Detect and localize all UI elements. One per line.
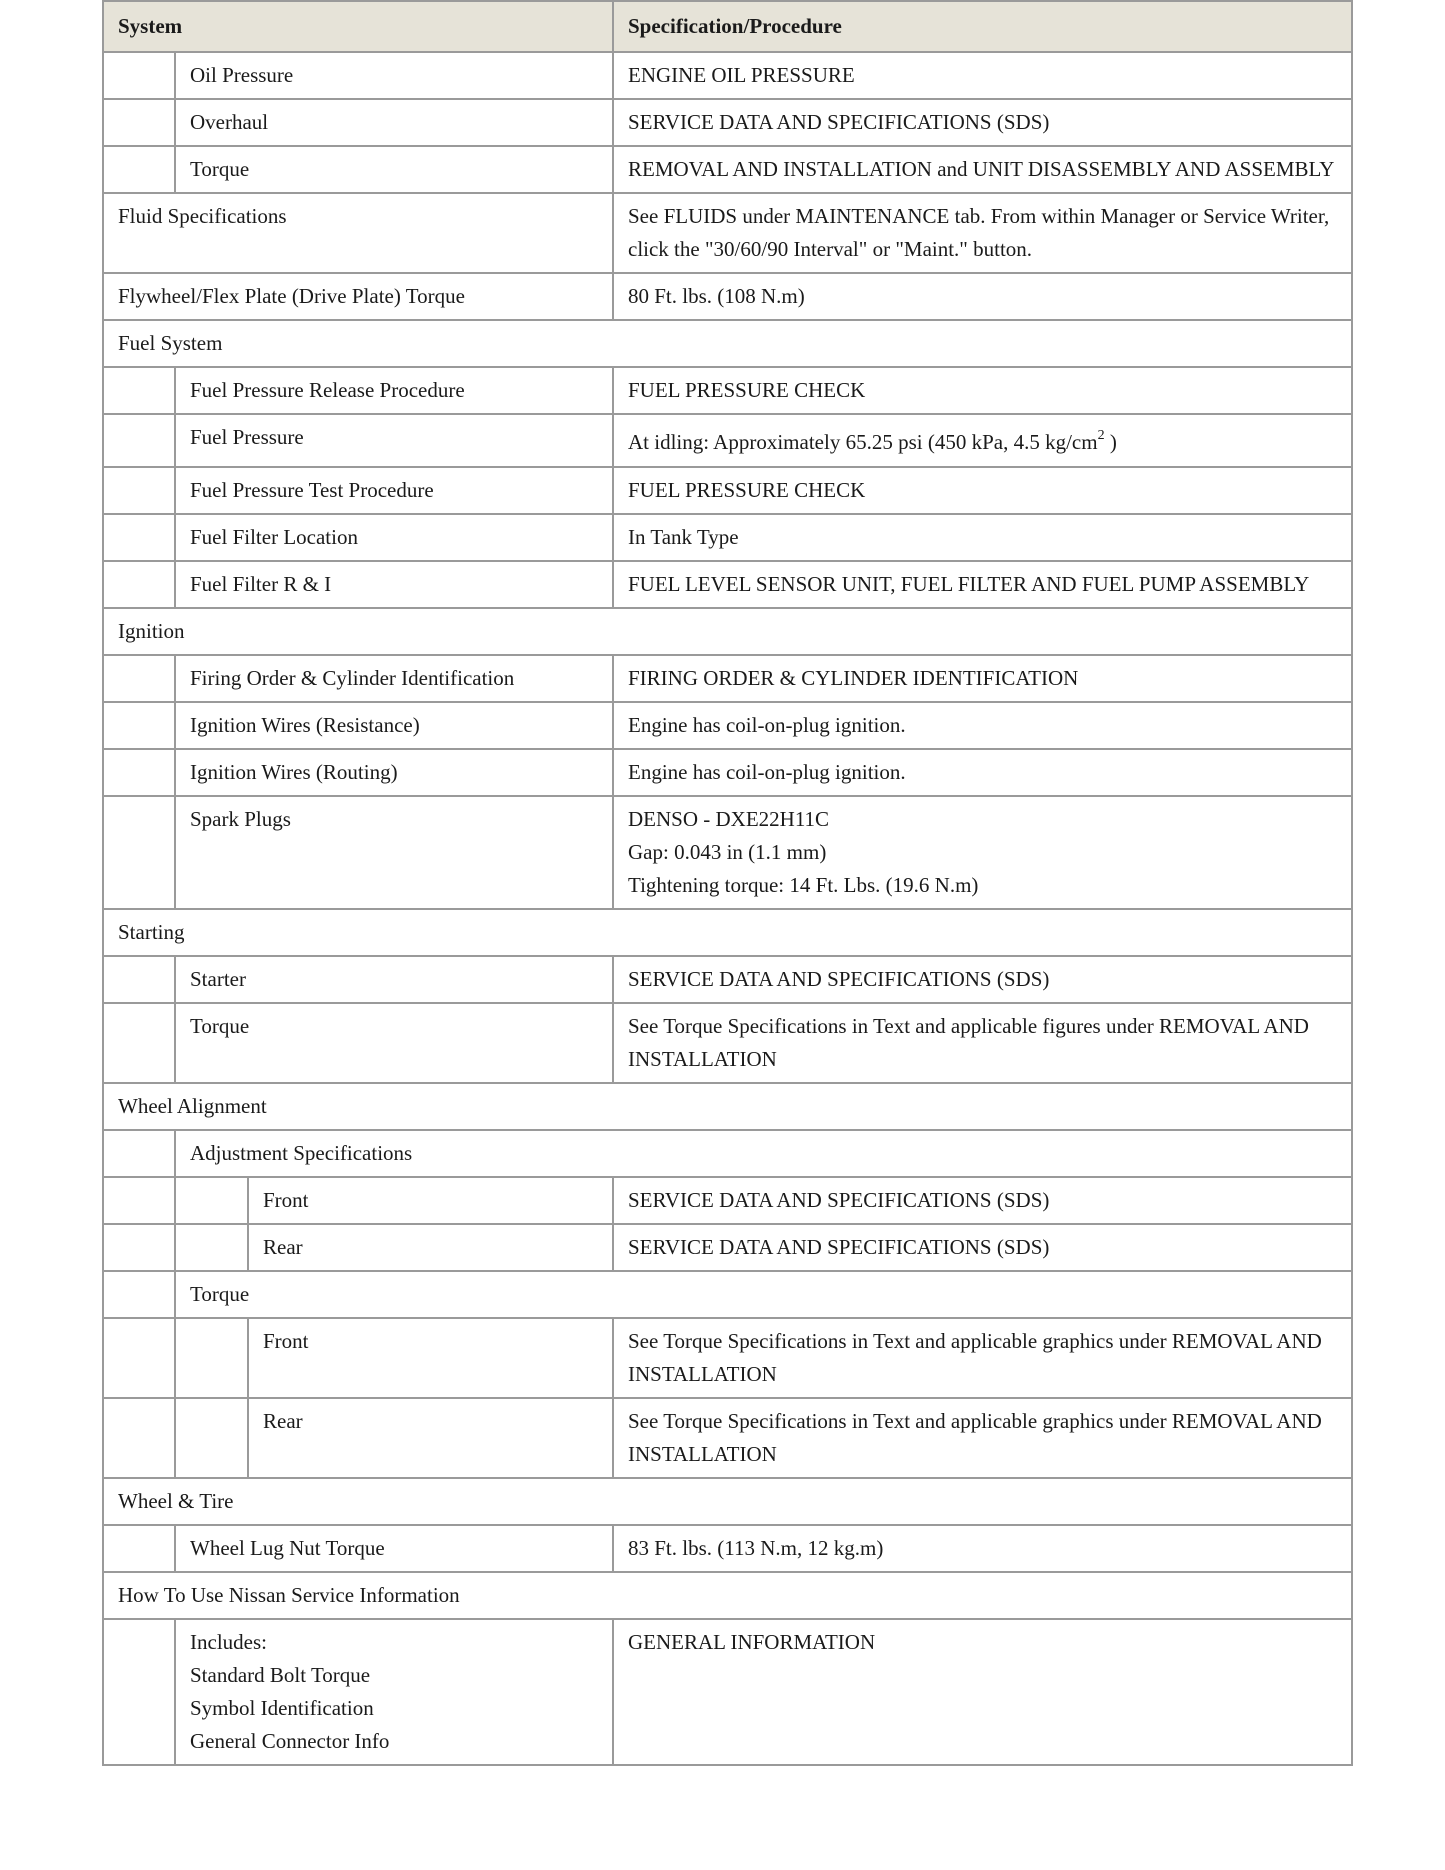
row-label: Fuel Pressure — [175, 414, 613, 467]
includes-heading: Includes: — [190, 1630, 267, 1654]
row-value: See FLUIDS under MAINTENANCE tab. From within Manager or Service Writer, click the "30/60/90 Interval" or "Maint." button. — [613, 193, 1352, 273]
row-label: Overhaul — [175, 99, 613, 146]
section-heading: Ignition — [103, 608, 1352, 655]
row-value: ENGINE OIL PRESSURE — [613, 52, 1352, 99]
table-row — [103, 273, 1352, 320]
section-heading: Fuel System — [103, 320, 1352, 367]
table-row — [103, 1177, 1352, 1224]
section-row — [103, 1083, 1352, 1130]
table-header-row — [103, 1, 1352, 52]
row-label: Firing Order & Cylinder Identification — [175, 655, 613, 702]
subsection-heading: Adjustment Specifications — [175, 1130, 1352, 1177]
row-value — [613, 414, 1352, 467]
section-heading: Starting — [103, 909, 1352, 956]
includes-item: General Connector Info — [190, 1729, 390, 1753]
row-label: Torque — [175, 1003, 613, 1083]
spark-plug-model: DENSO - DXE22H11C — [628, 807, 830, 831]
row-value: 80 Ft. lbs. (108 N.m) — [613, 273, 1352, 320]
table-row — [103, 956, 1352, 1003]
section-heading: Wheel & Tire — [103, 1478, 1352, 1525]
row-value: In Tank Type — [613, 514, 1352, 561]
spark-plug-gap: Gap: 0.043 in (1.1 mm) — [628, 840, 827, 864]
table-row — [103, 1003, 1352, 1083]
superscript: 2 — [1097, 428, 1105, 443]
table-row — [103, 655, 1352, 702]
table-row — [103, 99, 1352, 146]
row-value: REMOVAL AND INSTALLATION and UNIT DISASSEMBLY AND ASSEMBLY — [613, 146, 1352, 193]
row-value: FUEL PRESSURE CHECK — [613, 467, 1352, 514]
fuel-pressure-close: ) — [1104, 430, 1117, 454]
row-label: Fuel Pressure Release Procedure — [175, 367, 613, 414]
row-label: Starter — [175, 956, 613, 1003]
row-label: Fuel Filter Location — [175, 514, 613, 561]
column-header-specification: Specification/Procedure — [613, 1, 1352, 52]
row-label: Fluid Specifications — [103, 193, 613, 273]
table-row — [103, 52, 1352, 99]
specifications-table — [102, 0, 1353, 1766]
column-header-system: System — [103, 1, 613, 52]
row-label: Ignition Wires (Routing) — [175, 749, 613, 796]
table-row — [103, 702, 1352, 749]
table-row — [103, 367, 1352, 414]
row-label: Flywheel/Flex Plate (Drive Plate) Torque — [103, 273, 613, 320]
row-value: FIRING ORDER & CYLINDER IDENTIFICATION — [613, 655, 1352, 702]
row-value — [613, 796, 1352, 909]
section-row — [103, 608, 1352, 655]
includes-item: Symbol Identification — [190, 1696, 374, 1720]
table-row — [103, 749, 1352, 796]
section-heading: Wheel Alignment — [103, 1083, 1352, 1130]
row-value: SERVICE DATA AND SPECIFICATIONS (SDS) — [613, 1224, 1352, 1271]
table-row — [103, 1224, 1352, 1271]
section-heading: How To Use Nissan Service Information — [103, 1572, 1352, 1619]
fuel-pressure-text: At idling: Approximately 65.25 psi (450 kPa, 4.5 kg/cm — [628, 430, 1098, 454]
row-value: SERVICE DATA AND SPECIFICATIONS (SDS) — [613, 1177, 1352, 1224]
table-row — [103, 514, 1352, 561]
row-value: Engine has coil-on-plug ignition. — [613, 749, 1352, 796]
table-row — [103, 414, 1352, 467]
includes-item: Standard Bolt Torque — [190, 1663, 371, 1687]
row-label: Fuel Filter R & I — [175, 561, 613, 608]
table-row — [103, 146, 1352, 193]
row-label: Front — [248, 1318, 613, 1398]
row-value: See Torque Specifications in Text and applicable figures under REMOVAL AND INSTALLATION — [613, 1003, 1352, 1083]
table-row — [103, 561, 1352, 608]
subsection-row — [103, 1130, 1352, 1177]
row-label: Front — [248, 1177, 613, 1224]
row-value: FUEL PRESSURE CHECK — [613, 367, 1352, 414]
table-row — [103, 193, 1352, 273]
table-row — [103, 467, 1352, 514]
table-row — [103, 1398, 1352, 1478]
row-label: Oil Pressure — [175, 52, 613, 99]
row-value: See Torque Specifications in Text and applicable graphics under REMOVAL AND INSTALLATION — [613, 1318, 1352, 1398]
row-label: Rear — [248, 1398, 613, 1478]
row-value: SERVICE DATA AND SPECIFICATIONS (SDS) — [613, 99, 1352, 146]
table-row — [103, 1619, 1352, 1765]
row-value: 83 Ft. lbs. (113 N.m, 12 kg.m) — [613, 1525, 1352, 1572]
row-value: FUEL LEVEL SENSOR UNIT, FUEL FILTER AND FUEL PUMP ASSEMBLY — [613, 561, 1352, 608]
section-row — [103, 1572, 1352, 1619]
row-value: SERVICE DATA AND SPECIFICATIONS (SDS) — [613, 956, 1352, 1003]
row-value: Engine has coil-on-plug ignition. — [613, 702, 1352, 749]
table-row — [103, 796, 1352, 909]
table-row — [103, 1525, 1352, 1572]
row-label — [175, 1619, 613, 1765]
row-label: Fuel Pressure Test Procedure — [175, 467, 613, 514]
section-row — [103, 1478, 1352, 1525]
subsection-row — [103, 1271, 1352, 1318]
row-value: See Torque Specifications in Text and applicable graphics under REMOVAL AND INSTALLATION — [613, 1398, 1352, 1478]
section-row — [103, 909, 1352, 956]
spark-plug-torque: Tightening torque: 14 Ft. Lbs. (19.6 N.m) — [628, 873, 979, 897]
row-label: Spark Plugs — [175, 796, 613, 909]
table-row — [103, 1318, 1352, 1398]
subsection-heading: Torque — [175, 1271, 1352, 1318]
section-row — [103, 320, 1352, 367]
row-label: Rear — [248, 1224, 613, 1271]
row-label: Torque — [175, 146, 613, 193]
row-label: Ignition Wires (Resistance) — [175, 702, 613, 749]
row-value: GENERAL INFORMATION — [613, 1619, 1352, 1765]
row-label: Wheel Lug Nut Torque — [175, 1525, 613, 1572]
